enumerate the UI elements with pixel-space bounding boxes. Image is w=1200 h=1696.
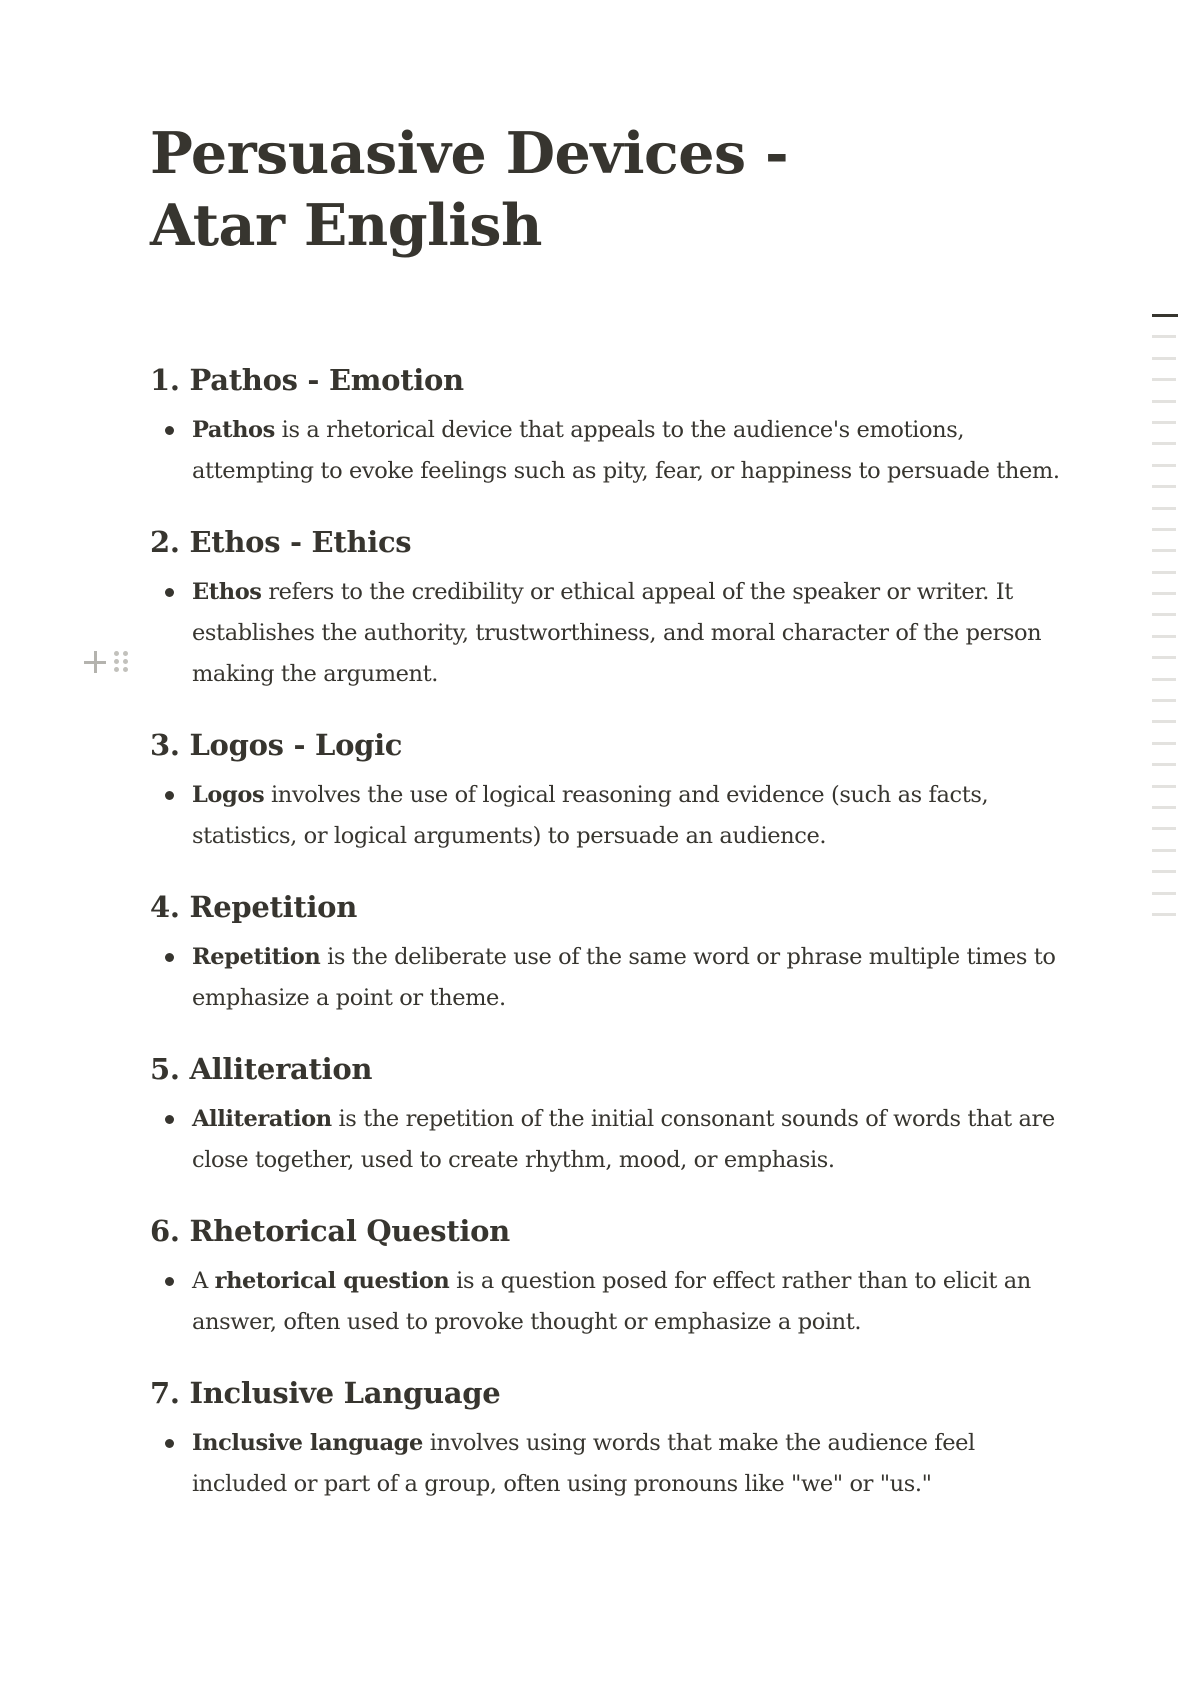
section-rhetorical-question <box>150 1213 1070 1343</box>
table-of-contents-outline[interactable] <box>1152 314 1180 934</box>
outline-tick[interactable] <box>1152 678 1176 681</box>
plus-icon[interactable] <box>84 651 106 673</box>
outline-tick[interactable] <box>1152 785 1176 788</box>
term-bold: Pathos <box>192 417 275 443</box>
outline-tick[interactable] <box>1152 742 1176 745</box>
outline-tick[interactable] <box>1152 656 1176 659</box>
term-bold: Ethos <box>192 579 262 605</box>
term-bold: Logos <box>192 782 265 808</box>
drag-handle-icon[interactable] <box>114 650 128 673</box>
outline-tick[interactable] <box>1152 635 1176 638</box>
bulleted-list <box>150 572 1070 695</box>
section-heading[interactable]: 6. Rhetorical Question <box>150 1214 510 1248</box>
section-alliteration <box>150 1051 1070 1181</box>
section-heading[interactable]: 1. Pathos - Emotion <box>150 363 464 397</box>
outline-tick[interactable] <box>1152 314 1178 317</box>
section-repetition <box>150 889 1070 1019</box>
outline-tick[interactable] <box>1152 357 1176 360</box>
outline-tick[interactable] <box>1152 613 1176 616</box>
bulleted-list <box>150 937 1070 1019</box>
outline-tick[interactable] <box>1152 763 1176 766</box>
section-pathos <box>150 362 1070 492</box>
outline-tick[interactable] <box>1152 806 1176 809</box>
outline-tick[interactable] <box>1152 571 1176 574</box>
outline-tick[interactable] <box>1152 528 1176 531</box>
outline-tick[interactable] <box>1152 507 1176 510</box>
outline-tick[interactable] <box>1152 442 1176 445</box>
section-heading[interactable]: 2. Ethos - Ethics <box>150 525 412 559</box>
section-inclusive-language <box>150 1375 1070 1505</box>
term-bold: Inclusive language <box>192 1430 423 1456</box>
outline-tick[interactable] <box>1152 335 1176 338</box>
list-item[interactable] <box>150 775 1070 857</box>
bulleted-list <box>150 1099 1070 1181</box>
outline-tick[interactable] <box>1152 464 1176 467</box>
page-content <box>150 0 1070 1505</box>
list-item[interactable] <box>150 1423 1070 1505</box>
section-logos <box>150 727 1070 857</box>
term-bold: Repetition <box>192 944 321 970</box>
outline-tick[interactable] <box>1152 892 1176 895</box>
bullet-icon <box>165 1439 174 1448</box>
list-item-text: is the repetition of the initial consonant sounds of words that are close together, used to create rhythm, mood, or emphasis. <box>192 1106 1055 1173</box>
bullet-icon <box>165 1115 174 1124</box>
bulleted-list <box>150 410 1070 492</box>
section-heading[interactable]: 3. Logos - Logic <box>150 728 403 762</box>
outline-tick[interactable] <box>1152 592 1176 595</box>
list-item-prefix: A <box>192 1268 215 1294</box>
section-ethos <box>150 524 1070 695</box>
outline-tick[interactable] <box>1152 849 1176 852</box>
bullet-icon <box>165 953 174 962</box>
outline-tick[interactable] <box>1152 378 1176 381</box>
list-item[interactable] <box>150 572 1070 695</box>
outline-tick[interactable] <box>1152 699 1176 702</box>
outline-tick[interactable] <box>1152 827 1176 830</box>
term-bold: Alliteration <box>192 1106 332 1132</box>
list-item-text: is the deliberate use of the same word or phrase multiple times to emphasize a point or theme. <box>192 944 1056 1011</box>
bullet-icon <box>165 791 174 800</box>
list-item-text: involves using words that make the audience feel included or part of a group, often using pronouns like "we" or "us." <box>192 1430 975 1497</box>
bullet-icon <box>165 1277 174 1286</box>
list-item[interactable] <box>150 410 1070 492</box>
outline-tick[interactable] <box>1152 720 1176 723</box>
list-item[interactable] <box>150 1099 1070 1181</box>
bullet-icon <box>165 426 174 435</box>
outline-tick[interactable] <box>1152 421 1176 424</box>
list-item-text: involves the use of logical reasoning and evidence (such as facts, statistics, or logical arguments) to persuade an audience. <box>192 782 989 849</box>
list-item-text: is a question posed for effect rather than to elicit an answer, often used to provoke thought or emphasize a point. <box>192 1268 1031 1335</box>
section-heading[interactable]: 4. Repetition <box>150 890 358 924</box>
outline-tick[interactable] <box>1152 400 1176 403</box>
term-bold: rhetorical question <box>214 1268 450 1294</box>
document-body <box>150 362 1070 1505</box>
outline-tick[interactable] <box>1152 549 1176 552</box>
section-heading[interactable]: 5. Alliteration <box>150 1052 373 1086</box>
bulleted-list <box>150 775 1070 857</box>
outline-tick[interactable] <box>1152 913 1176 916</box>
list-item-text: is a rhetorical device that appeals to the audience's emotions, attempting to evoke feelings such as pity, fear, or happiness to persuade them. <box>192 417 1060 484</box>
list-item-text: refers to the credibility or ethical appeal of the speaker or writer. It establishes the authority, trustworthiness, and moral character of the person making the argument. <box>192 579 1042 687</box>
bulleted-list <box>150 1261 1070 1343</box>
list-item[interactable] <box>150 1261 1070 1343</box>
outline-tick[interactable] <box>1152 870 1176 873</box>
bulleted-list <box>150 1423 1070 1505</box>
block-handle <box>84 650 128 673</box>
outline-tick[interactable] <box>1152 485 1176 488</box>
bullet-icon <box>165 588 174 597</box>
list-item[interactable] <box>150 937 1070 1019</box>
section-heading[interactable]: 7. Inclusive Language <box>150 1376 501 1410</box>
page-title[interactable]: Persuasive Devices - Atar English <box>150 120 789 259</box>
